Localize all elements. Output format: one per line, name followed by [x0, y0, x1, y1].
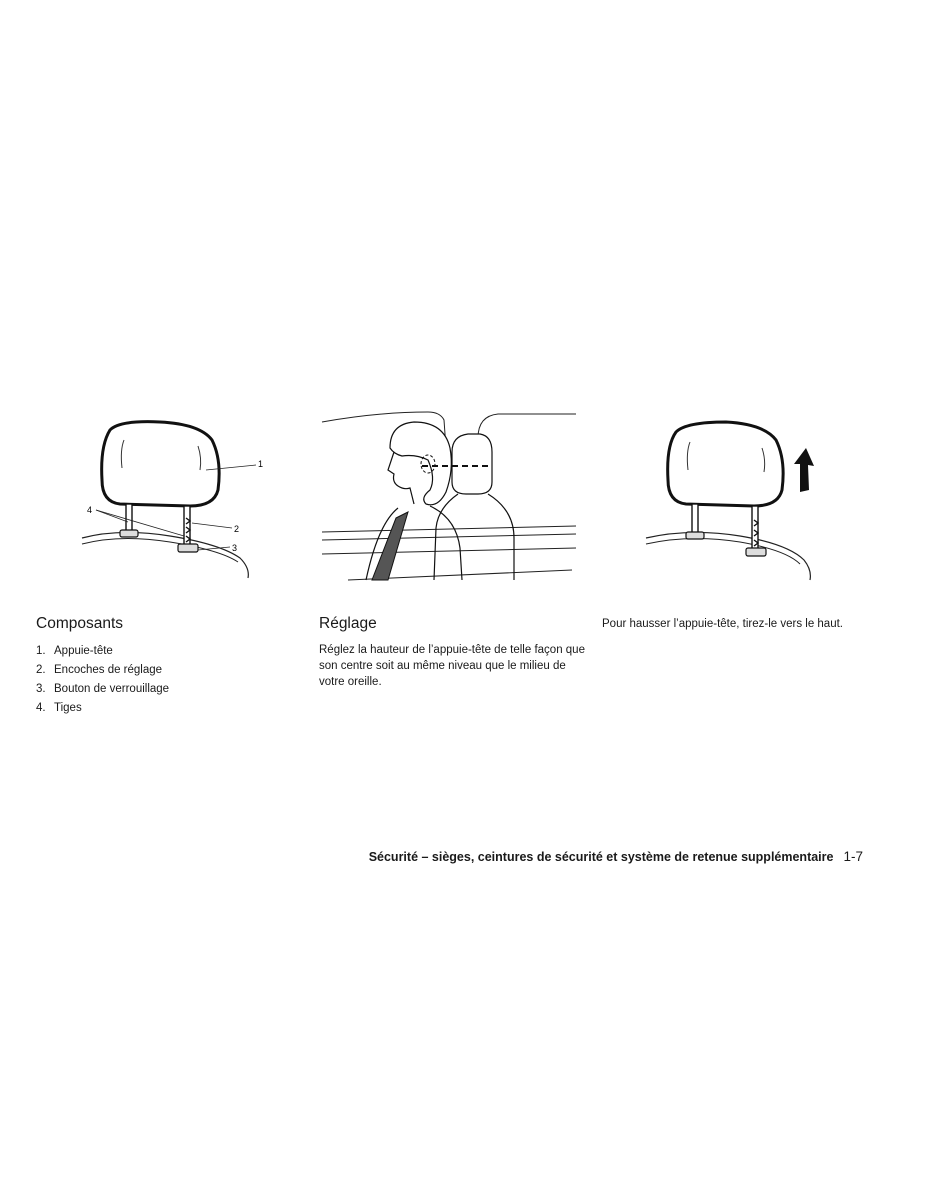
list-item: 1. Appuie-tête [36, 645, 113, 657]
callout-4: 4 [87, 505, 93, 515]
raise-text: Pour hausser l’appuie-tête, tirez-le vers le haut. [602, 618, 843, 630]
callout-2: 2 [234, 524, 240, 534]
headrest-raise-figure [640, 410, 830, 590]
list-item: 4. Tiges [36, 702, 82, 714]
raise-section [602, 616, 872, 632]
page-number: 1-7 [843, 849, 863, 864]
page-footer [369, 849, 863, 864]
list-item: 2. Encoches de réglage [36, 664, 163, 676]
footer-title: Sécurité – sièges, ceintures de sécurité et système de retenue supplémentaire [368, 850, 834, 864]
adjustment-section [319, 614, 589, 690]
callout-3: 3 [232, 543, 238, 553]
components-section [36, 614, 306, 718]
components-heading: Composants [36, 615, 124, 632]
callout-1: 1 [258, 459, 264, 469]
arrow-up-icon [794, 448, 814, 492]
list-item: 3. Bouton de verrouillage [36, 683, 170, 695]
headrest-components-figure [80, 410, 270, 590]
adjustment-heading: Réglage [319, 615, 377, 632]
components-list [36, 642, 306, 718]
headrest-adjustment-figure [318, 408, 580, 582]
adjustment-text: Réglez la hauteur de l’appuie-tête de telle façon que son centre soit au même niveau que le milieu de votre oreille. [319, 644, 585, 688]
